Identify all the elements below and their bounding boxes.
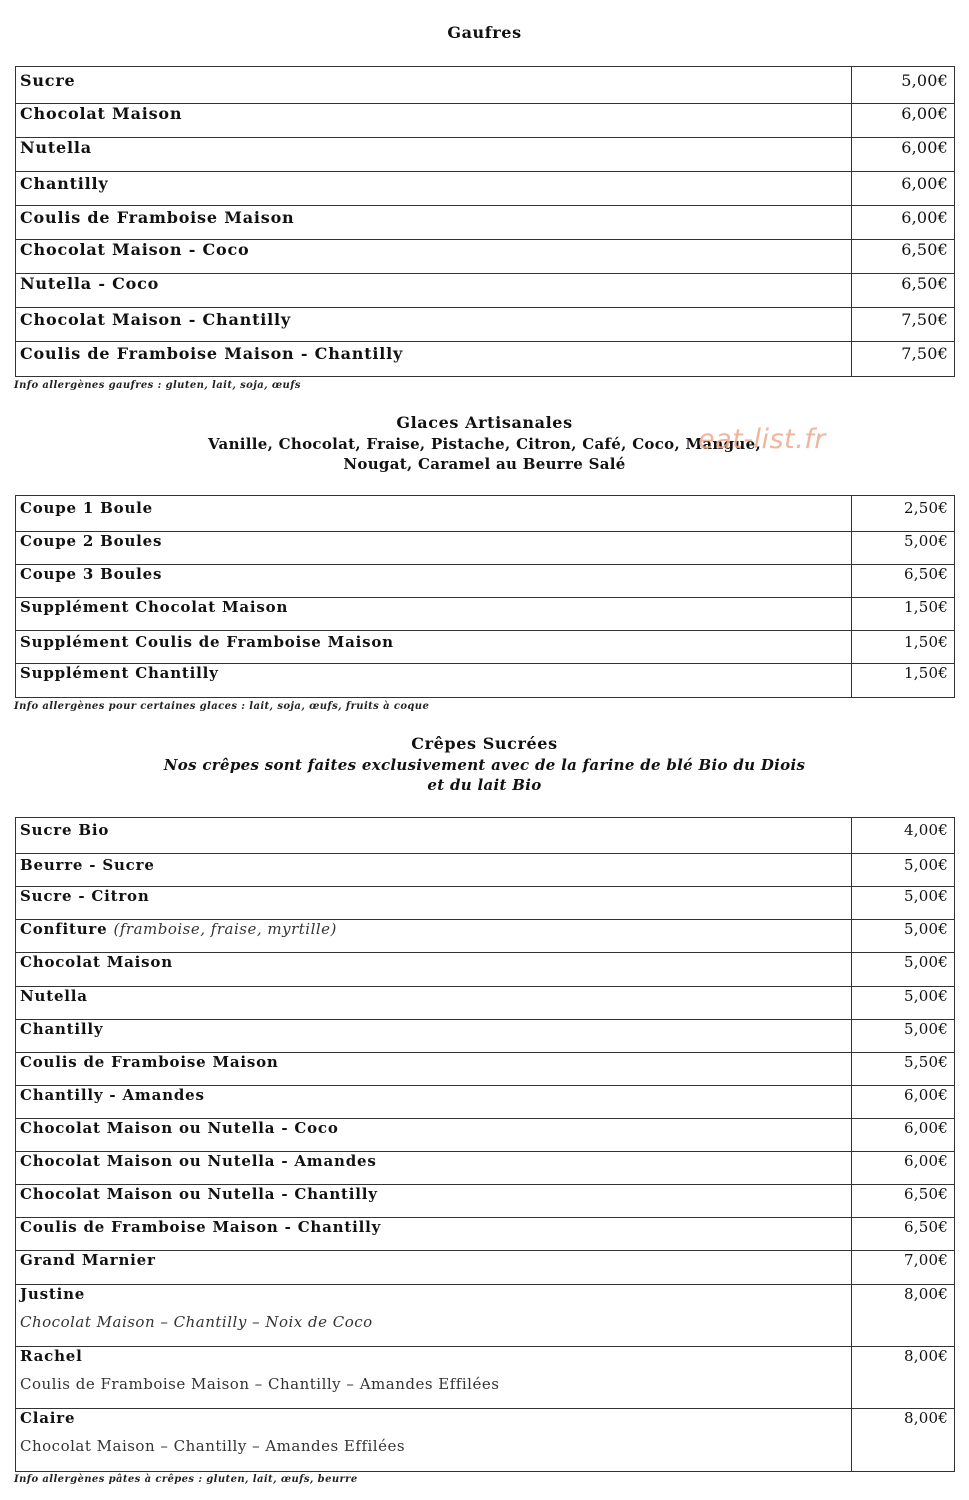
table-row xyxy=(16,308,955,342)
item-price: 6,50€ xyxy=(852,240,955,274)
item-price: 5,00€ xyxy=(852,953,955,987)
item-price: 8,00€ xyxy=(852,1285,955,1347)
table-row xyxy=(16,1347,955,1409)
item-name: Chocolat Maison ou Nutella - Coco xyxy=(16,1119,852,1152)
item-price: 6,00€ xyxy=(852,1086,955,1119)
item-price: 5,00€ xyxy=(852,854,955,887)
glaces-title: Glaces Artisanales xyxy=(396,413,573,432)
item-price: 5,00€ xyxy=(852,887,955,920)
item-price: 8,00€ xyxy=(852,1409,955,1472)
item-price: 6,00€ xyxy=(852,1119,955,1152)
table-row xyxy=(16,1285,955,1347)
glaces-flavours-line1: Vanille, Chocolat, Fraise, Pistache, Citron, Café, Coco, Mangue, xyxy=(207,435,762,453)
crepes-subtitle-line1: Nos crêpes sont faites exclusivement avec de la farine de blé Bio du Diois xyxy=(163,756,806,774)
item-name: Nutella xyxy=(16,138,852,172)
item-price: 7,50€ xyxy=(852,308,955,342)
table-row xyxy=(16,920,955,953)
table-row xyxy=(16,1053,955,1086)
table-row xyxy=(16,953,955,987)
item-price: 5,50€ xyxy=(852,1053,955,1086)
table-row xyxy=(16,240,955,274)
item-price: 5,00€ xyxy=(852,532,955,565)
item-name xyxy=(16,1409,852,1472)
item-name: Chantilly - Amandes xyxy=(16,1086,852,1119)
item-name: Coulis de Framboise Maison xyxy=(16,1053,852,1086)
table-row xyxy=(16,104,955,138)
item-price: 4,00€ xyxy=(852,818,955,854)
item-name: Chocolat Maison - Chantilly xyxy=(16,308,852,342)
item-description: Coulis de Framboise Maison – Chantilly – Amandes Effilées xyxy=(20,1375,500,1393)
item-name: Supplément Coulis de Framboise Maison xyxy=(16,631,852,664)
item-name: Coupe 2 Boules xyxy=(16,532,852,565)
item-price: 6,00€ xyxy=(852,206,955,240)
glaces-table xyxy=(15,495,955,698)
item-price: 6,00€ xyxy=(852,104,955,138)
item-price: 1,50€ xyxy=(852,631,955,664)
item-name xyxy=(16,1285,852,1347)
item-price: 5,00€ xyxy=(852,920,955,953)
gaufres-allergen-info: Info allergènes gaufres : gluten, lait, soja, œufs xyxy=(14,380,301,391)
item-name: Nutella - Coco xyxy=(16,274,852,308)
item-price: 7,50€ xyxy=(852,342,955,377)
watermark-logo: eat-list.fr xyxy=(698,424,826,455)
item-price: 1,50€ xyxy=(852,598,955,631)
item-name: Chocolat Maison ou Nutella - Amandes xyxy=(16,1152,852,1185)
crepes-title: Crêpes Sucrées xyxy=(411,734,558,753)
table-row xyxy=(16,1218,955,1251)
item-note: (framboise, fraise, myrtille) xyxy=(113,920,337,938)
item-name: Grand Marnier xyxy=(16,1251,852,1285)
table-row xyxy=(16,565,955,598)
item-price: 2,50€ xyxy=(852,496,955,532)
item-name: Chocolat Maison - Coco xyxy=(16,240,852,274)
item-price: 5,00€ xyxy=(852,1020,955,1053)
table-row xyxy=(16,496,955,532)
table-row xyxy=(16,1409,955,1472)
item-name: Sucre Bio xyxy=(16,818,852,854)
item-name-text: Rachel xyxy=(20,1347,83,1365)
table-row xyxy=(16,138,955,172)
item-name: Coulis de Framboise Maison - Chantilly xyxy=(16,1218,852,1251)
item-price: 6,50€ xyxy=(852,1218,955,1251)
table-row xyxy=(16,67,955,104)
item-name: Supplément Chocolat Maison xyxy=(16,598,852,631)
table-row xyxy=(16,274,955,308)
table-row xyxy=(16,887,955,920)
item-price: 1,50€ xyxy=(852,664,955,698)
item-price: 6,50€ xyxy=(852,274,955,308)
crepes-allergen-info: Info allergènes pâtes à crêpes : gluten, lait, œufs, beurre xyxy=(14,1474,358,1485)
table-row xyxy=(16,1251,955,1285)
item-name xyxy=(16,920,852,953)
item-name: Nutella xyxy=(16,987,852,1020)
item-name: Chocolat Maison xyxy=(16,953,852,987)
item-name xyxy=(16,1347,852,1409)
item-price: 6,00€ xyxy=(852,1152,955,1185)
crepes-subtitle-line2: et du lait Bio xyxy=(427,776,542,794)
item-description: Chocolat Maison – Chantilly – Amandes Effilées xyxy=(20,1437,406,1455)
item-name: Beurre - Sucre xyxy=(16,854,852,887)
table-row xyxy=(16,854,955,887)
item-name: Coulis de Framboise Maison xyxy=(16,206,852,240)
table-row xyxy=(16,1152,955,1185)
table-row xyxy=(16,1020,955,1053)
table-row xyxy=(16,532,955,565)
glaces-flavours-line2: Nougat, Caramel au Beurre Salé xyxy=(343,455,626,473)
table-row xyxy=(16,598,955,631)
item-name: Chantilly xyxy=(16,1020,852,1053)
table-row xyxy=(16,1185,955,1218)
table-row xyxy=(16,206,955,240)
crepes-table xyxy=(15,817,955,1472)
item-name: Sucre - Citron xyxy=(16,887,852,920)
table-row xyxy=(16,1119,955,1152)
item-price: 5,00€ xyxy=(852,67,955,104)
item-name: Coupe 1 Boule xyxy=(16,496,852,532)
item-name: Sucre xyxy=(16,67,852,104)
table-row xyxy=(16,342,955,377)
item-name-text: Claire xyxy=(20,1409,76,1427)
table-row xyxy=(16,664,955,698)
item-name: Supplément Chantilly xyxy=(16,664,852,698)
item-price: 6,00€ xyxy=(852,172,955,206)
item-price: 7,00€ xyxy=(852,1251,955,1285)
item-name-text: Confiture xyxy=(20,920,108,938)
item-price: 6,00€ xyxy=(852,138,955,172)
item-price: 6,50€ xyxy=(852,1185,955,1218)
table-row xyxy=(16,818,955,854)
glaces-allergen-info: Info allergènes pour certaines glaces : lait, soja, œufs, fruits à coque xyxy=(14,701,430,712)
table-row xyxy=(16,631,955,664)
table-row xyxy=(16,987,955,1020)
item-price: 5,00€ xyxy=(852,987,955,1020)
item-name-text: Justine xyxy=(20,1285,86,1303)
item-price: 8,00€ xyxy=(852,1347,955,1409)
item-price: 6,50€ xyxy=(852,565,955,598)
item-name: Chocolat Maison ou Nutella - Chantilly xyxy=(16,1185,852,1218)
gaufres-table xyxy=(15,66,955,377)
item-name: Coupe 3 Boules xyxy=(16,565,852,598)
table-row xyxy=(16,172,955,206)
item-name: Chantilly xyxy=(16,172,852,206)
item-name: Chocolat Maison xyxy=(16,104,852,138)
item-name: Coulis de Framboise Maison - Chantilly xyxy=(16,342,852,377)
item-description: Chocolat Maison – Chantilly – Noix de Coco xyxy=(20,1313,373,1331)
table-row xyxy=(16,1086,955,1119)
gaufres-title: Gaufres xyxy=(447,23,522,42)
